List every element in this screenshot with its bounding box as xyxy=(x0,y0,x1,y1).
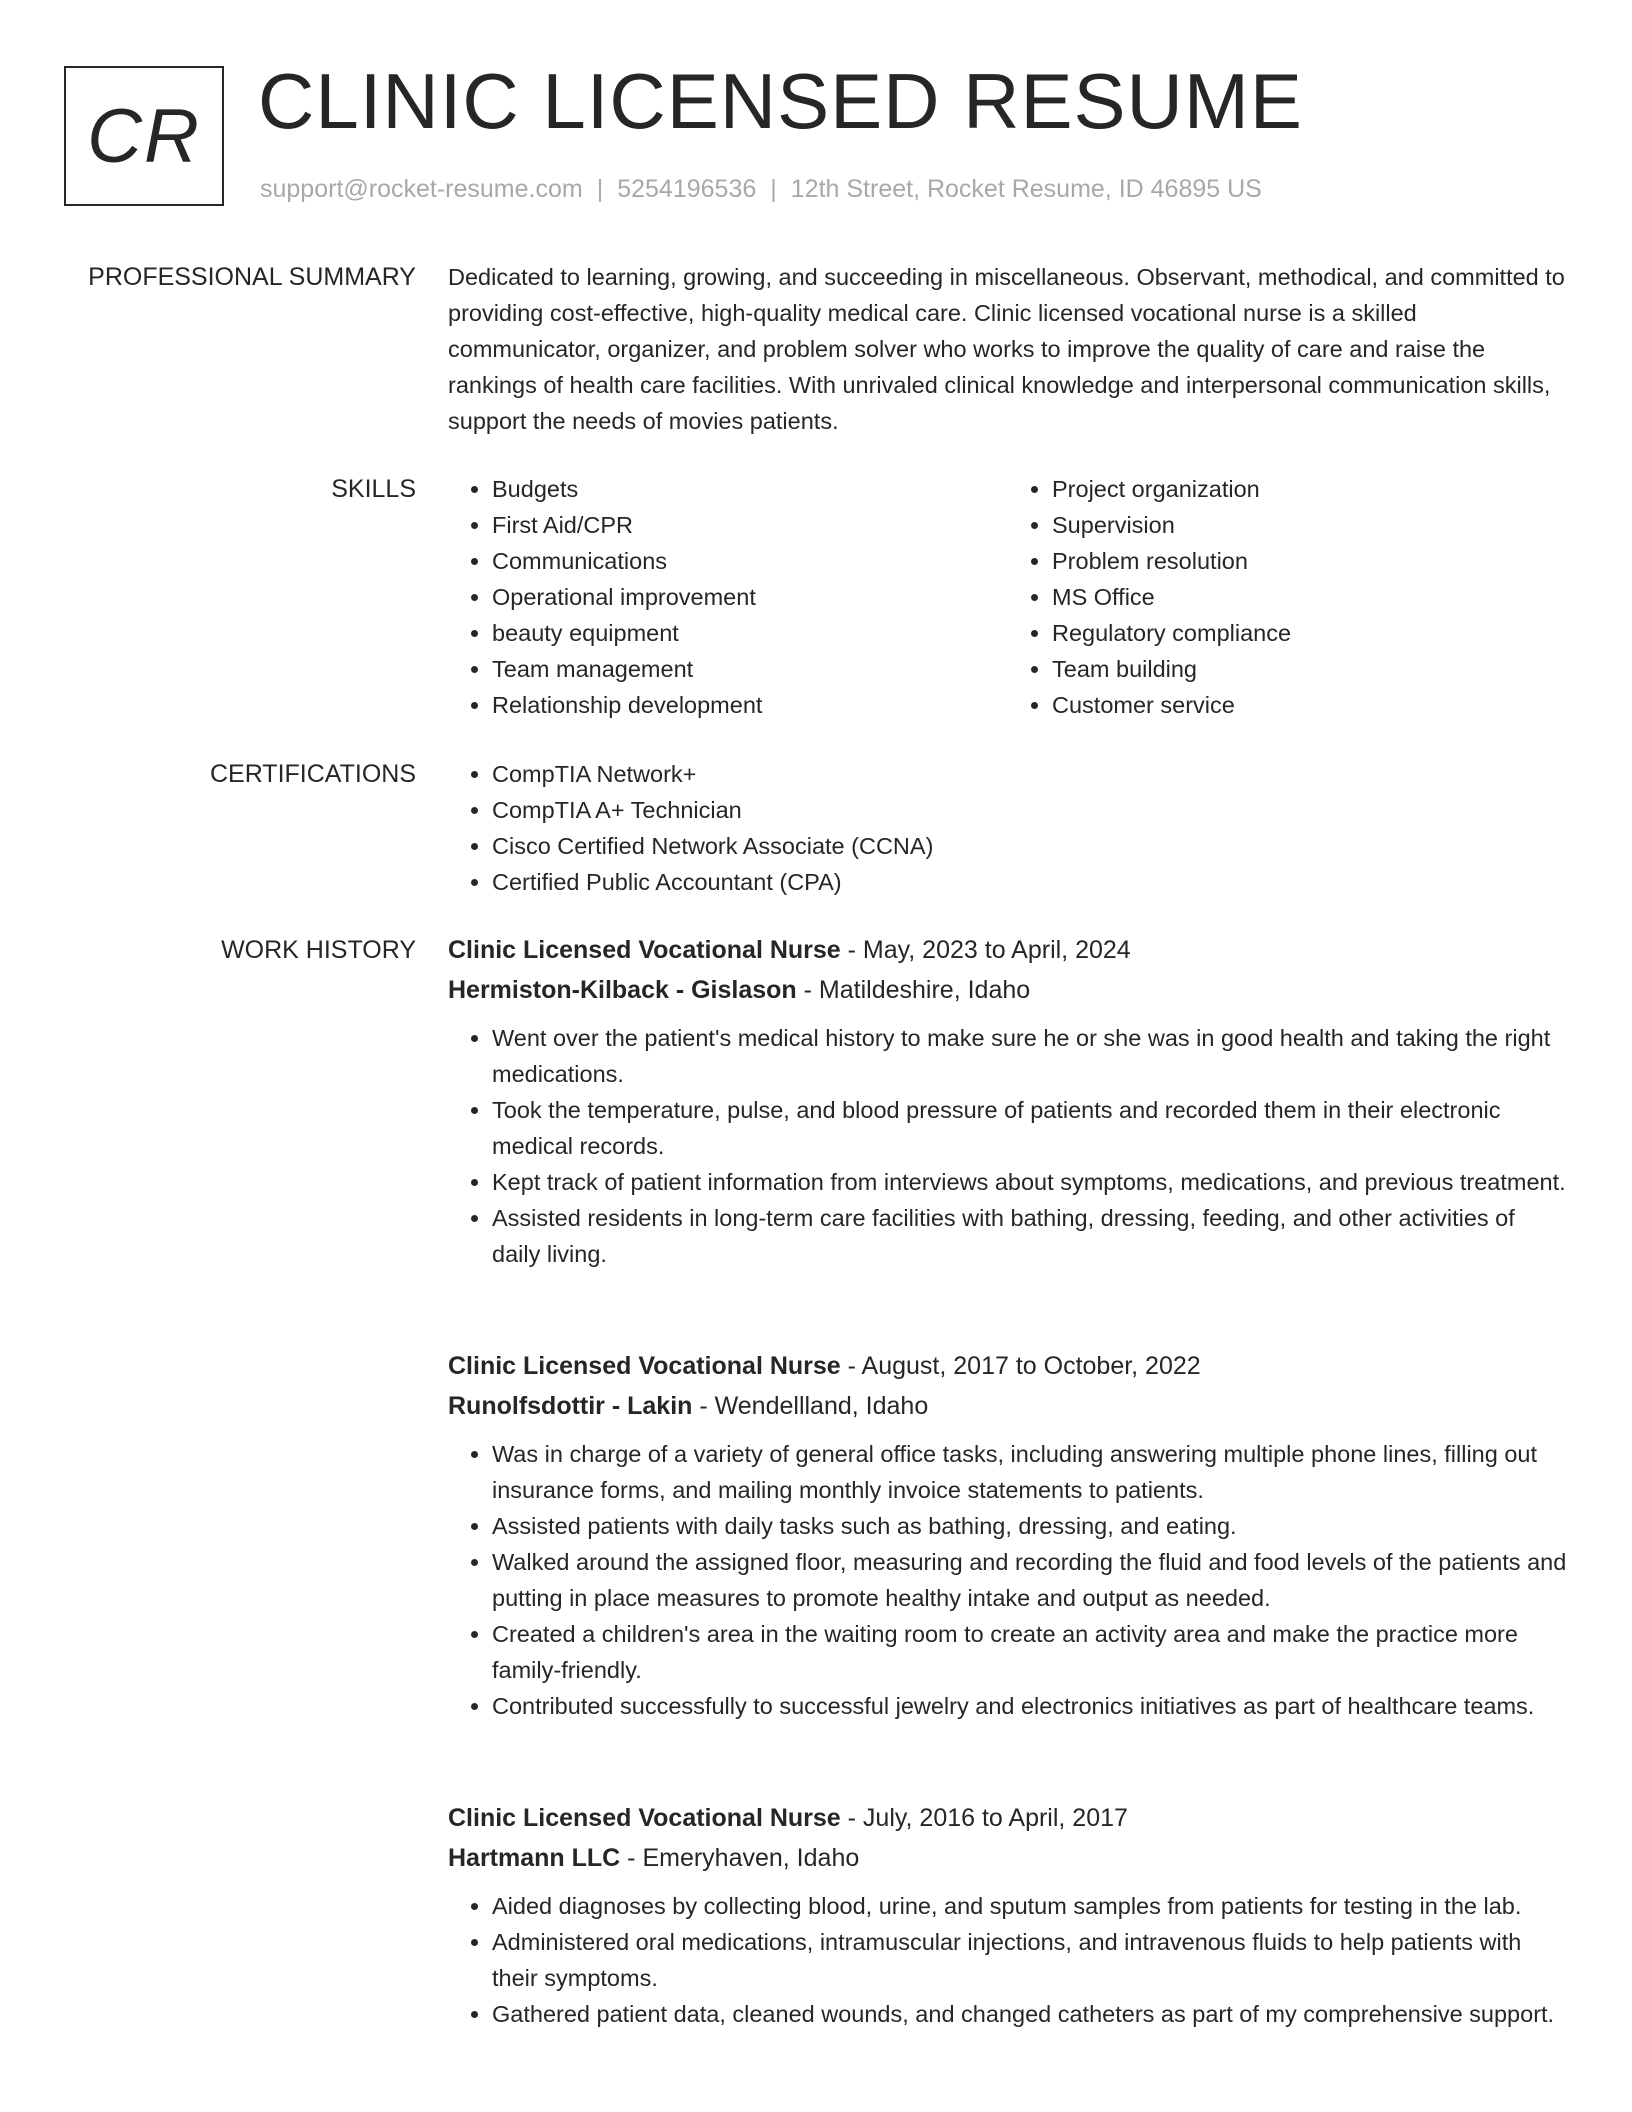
job-entry xyxy=(448,1346,1568,1724)
certification-item: • CompTIA A+ Technician xyxy=(492,792,1568,828)
job-duty-item: • Walked around the assigned floor, measuring and recording the fluid and food levels of the patients and putting in place measures to promote healthy intake and output as needed. xyxy=(492,1544,1568,1616)
skill-item: • Team building xyxy=(1052,651,1568,687)
job-dates: - July, 2016 to April, 2017 xyxy=(840,1804,1128,1832)
job-title: Clinic Licensed Vocational Nurse xyxy=(448,1804,841,1832)
job-duty-item: • Contributed successfully to successful jewelry and electronics initiatives as part of healthcare teams. xyxy=(492,1688,1568,1724)
job-company-line xyxy=(448,1386,1568,1426)
job-duty-item: • Kept track of patient information from interviews about symptoms, medications, and previous treatment. xyxy=(492,1164,1568,1200)
job-company: Hartmann LLC xyxy=(448,1844,621,1872)
job-duty-item: • Was in charge of a variety of general office tasks, including answering multiple phone lines, filling out insurance forms, and mailing monthly invoice statements to patients. xyxy=(492,1436,1568,1508)
job-title-line xyxy=(448,1346,1568,1386)
certifications-list xyxy=(448,756,1568,900)
section-label-work-history: WORK HISTORY xyxy=(221,936,416,964)
contact-separator: | xyxy=(770,175,777,203)
job-title-line xyxy=(448,1798,1568,1838)
certification-item: • Certified Public Accountant (CPA) xyxy=(492,864,1568,900)
skill-item: • Budgets xyxy=(492,471,1008,507)
skill-item: • Team management xyxy=(492,651,1008,687)
contact-separator: | xyxy=(596,175,604,203)
skill-item: • MS Office xyxy=(1052,579,1568,615)
skill-item: • beauty equipment xyxy=(492,615,1008,651)
job-duty-item: • Gathered patient data, cleaned wounds, and changed catheters as part of my comprehensive support. xyxy=(492,1996,1568,2032)
contact-address: 12th Street, Rocket Resume, ID 46895 US xyxy=(790,175,1262,203)
section-label-summary: PROFESSIONAL SUMMARY xyxy=(88,263,416,291)
skill-item: • Customer service xyxy=(1052,687,1568,723)
job-company: Runolfsdottir - Lakin xyxy=(448,1392,693,1420)
job-title: Clinic Licensed Vocational Nurse xyxy=(448,1352,841,1380)
job-duties-list xyxy=(448,1020,1568,1272)
job-duties-list xyxy=(448,1888,1568,2032)
monogram-logo: CR xyxy=(64,66,224,206)
job-location: - Matildeshire, Idaho xyxy=(796,976,1031,1004)
skill-item: • First Aid/CPR xyxy=(492,507,1008,543)
section-label-skills: SKILLS xyxy=(331,475,416,503)
skill-item: • Relationship development xyxy=(492,687,1008,723)
skill-item: • Operational improvement xyxy=(492,579,1008,615)
job-company-line xyxy=(448,1838,1568,1878)
skills-list-right xyxy=(1008,471,1568,723)
skill-item: • Problem resolution xyxy=(1052,543,1568,579)
contact-email: support@rocket-resume.com xyxy=(260,175,583,203)
skills-list-left xyxy=(448,471,1008,723)
job-duty-item: • Assisted patients with daily tasks such as bathing, dressing, and eating. xyxy=(492,1508,1568,1544)
job-title: Clinic Licensed Vocational Nurse xyxy=(448,936,841,964)
job-title-line xyxy=(448,930,1568,970)
job-company: Hermiston-Kilback - Gislason xyxy=(448,976,797,1004)
section-label-certifications: CERTIFICATIONS xyxy=(209,760,416,788)
contact-line xyxy=(260,175,1262,204)
job-duty-item: • Created a children's area in the waiting room to create an activity area and make the practice more family-friendly. xyxy=(492,1616,1568,1688)
summary-text: Dedicated to learning, growing, and succeeding in miscellaneous. Observant, methodical, and committed to providing cost-effective, high-quality medical care. Clinic licensed vocational nurse is a skilled communicator, organizer, and problem solver who works to improve the quality of care and raise the rankings of health care facilities. With unrivaled clinical knowledge and interpersonal communication skills, support the needs of movies patients. xyxy=(448,264,1565,434)
job-duty-item: • Administered oral medications, intramuscular injections, and intravenous fluids to help patients with their symptoms. xyxy=(492,1924,1568,1996)
skill-item: • Regulatory compliance xyxy=(1052,615,1568,651)
job-dates: - August, 2017 to October, 2022 xyxy=(840,1352,1201,1380)
resume-title: CLINIC LICENSED RESUME xyxy=(258,57,1303,145)
job-location: - Emeryhaven, Idaho xyxy=(620,1844,860,1872)
job-dates: - May, 2023 to April, 2024 xyxy=(840,936,1131,964)
job-entry xyxy=(448,930,1568,1272)
job-duty-item: • Took the temperature, pulse, and blood pressure of patients and recorded them in their electronic medical records. xyxy=(492,1092,1568,1164)
skill-item: • Communications xyxy=(492,543,1008,579)
job-entry xyxy=(448,1798,1568,2032)
skill-item: • Supervision xyxy=(1052,507,1568,543)
certifications-content xyxy=(448,756,1568,900)
job-duty-item: • Aided diagnoses by collecting blood, urine, and sputum samples from patients for testing in the lab. xyxy=(492,1888,1568,1924)
skill-item: • Project organization xyxy=(1052,471,1568,507)
job-duty-item: • Assisted residents in long-term care facilities with bathing, dressing, feeding, and other activities of daily living. xyxy=(492,1200,1568,1272)
job-duties-list xyxy=(448,1436,1568,1724)
job-duty-item: • Went over the patient's medical history to make sure he or she was in good health and taking the right medications. xyxy=(492,1020,1568,1092)
job-location: - Wendellland, Idaho xyxy=(692,1392,929,1420)
certification-item: • Cisco Certified Network Associate (CCNA) xyxy=(492,828,1568,864)
certification-item: • CompTIA Network+ xyxy=(492,756,1568,792)
contact-phone: 5254196536 xyxy=(617,175,757,203)
skills-columns xyxy=(448,471,1568,723)
job-company-line xyxy=(448,970,1568,1010)
